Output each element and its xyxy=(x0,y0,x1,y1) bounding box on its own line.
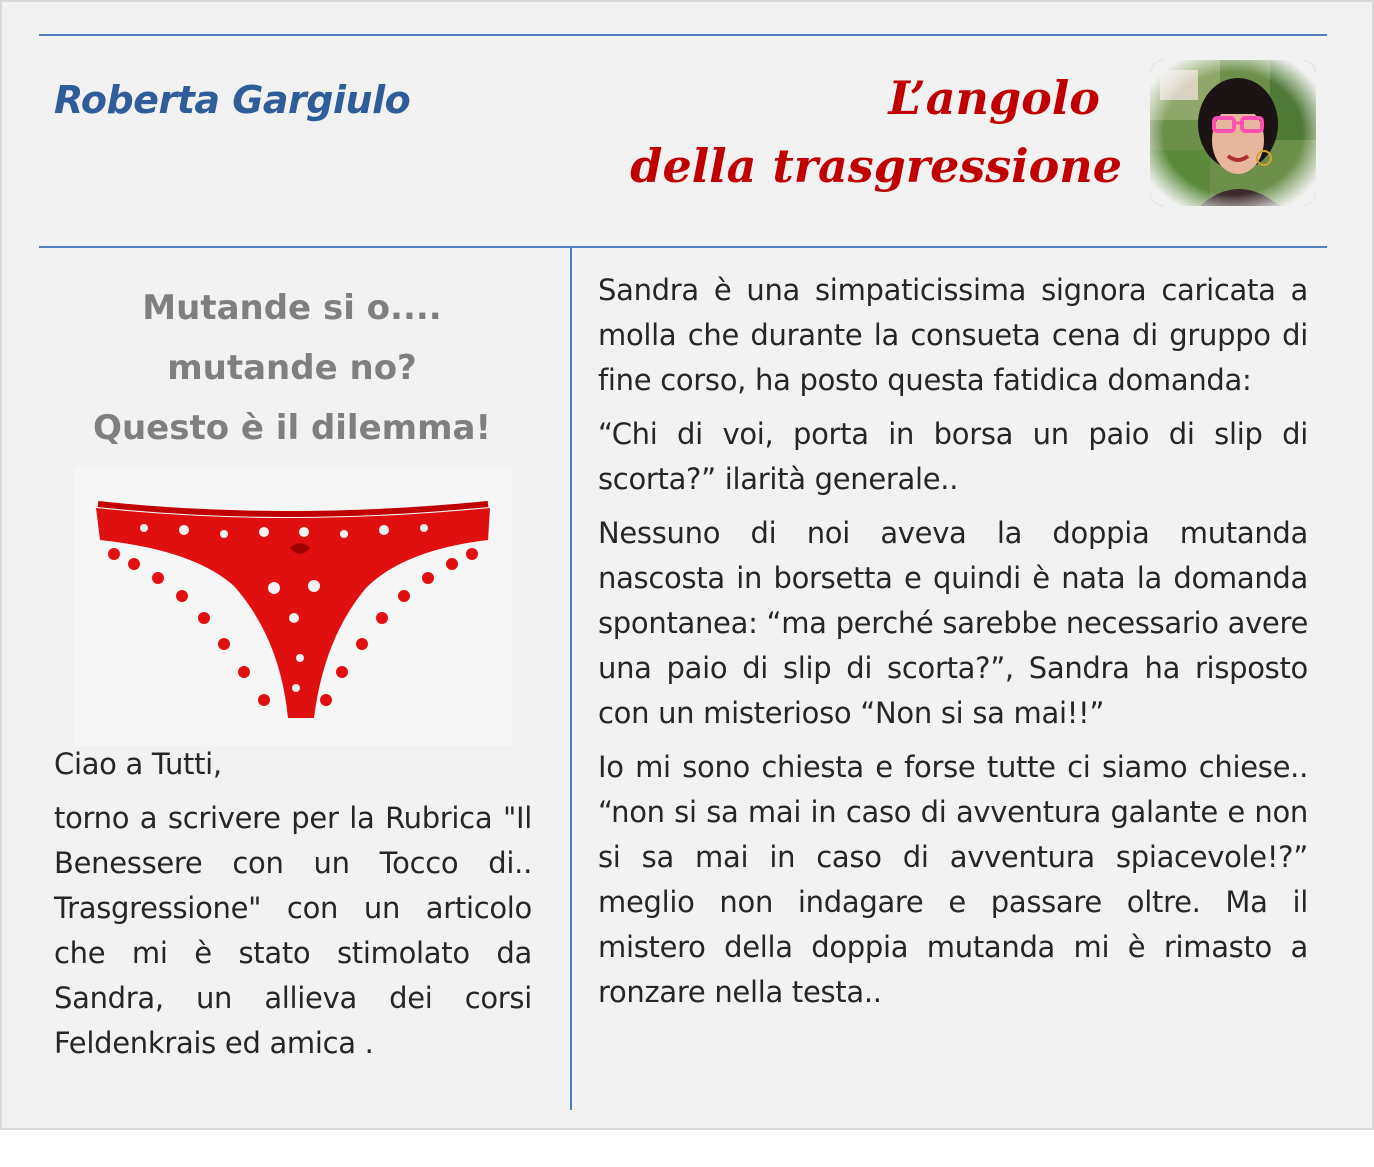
article-body xyxy=(598,268,1308,1024)
column-title-line2: della trasgressione xyxy=(630,139,1122,193)
column-title xyxy=(630,64,1122,200)
column-title-line1: L’angolo xyxy=(888,71,1100,125)
body-paragraph: Nessuno di noi aveva la doppia mutanda nascosta in borsetta e quindi è nata la domanda spontanea: “ma perché sarebbe necessario avere una paio di slip di scorta?”, Sandra ha risposto con un misterioso “Non si sa mai!!” xyxy=(598,516,1308,730)
subtitle-line: mutande no? xyxy=(167,348,417,388)
header-divider xyxy=(39,246,1327,248)
author-portrait xyxy=(1150,60,1316,206)
body-paragraph: Sandra è una simpaticissima signora caricata a molla che durante la consueta cena di gruppo di fine corso, ha posto questa fatidica domanda: xyxy=(598,273,1308,397)
intro-paragraph: Ciao a Tutti, xyxy=(54,747,222,781)
column-divider xyxy=(570,248,572,1110)
intro-text xyxy=(54,742,532,1075)
underwear-illustration xyxy=(74,468,512,746)
intro-paragraph: torno a scrivere per la Rubrica "Il Benessere con un Tocco di.. Trasgressione" con un articolo che mi è stato stimolato da Sandra, un allieva dei corsi Feldenkrais ed amica . xyxy=(54,801,532,1060)
top-divider xyxy=(39,34,1327,36)
subtitle-line: Questo è il dilemma! xyxy=(93,408,491,448)
body-paragraph: “Chi di voi, porta in borsa un paio di slip di scorta?” ilarità generale.. xyxy=(598,417,1308,496)
author-name: Roberta Gargiulo xyxy=(54,78,411,122)
body-paragraph: Io mi sono chiesta e forse tutte ci siamo chiese.. “non si sa mai in caso di avventura galante e non si sa mai in caso di avventura spiacevole!?” meglio non indagare e passare oltre. Ma il mistero della doppia mutanda mi è rimasto a ronzare nella testa.. xyxy=(598,750,1308,1009)
article-subtitle xyxy=(62,278,522,458)
subtitle-line: Mutande si o.... xyxy=(142,288,442,328)
